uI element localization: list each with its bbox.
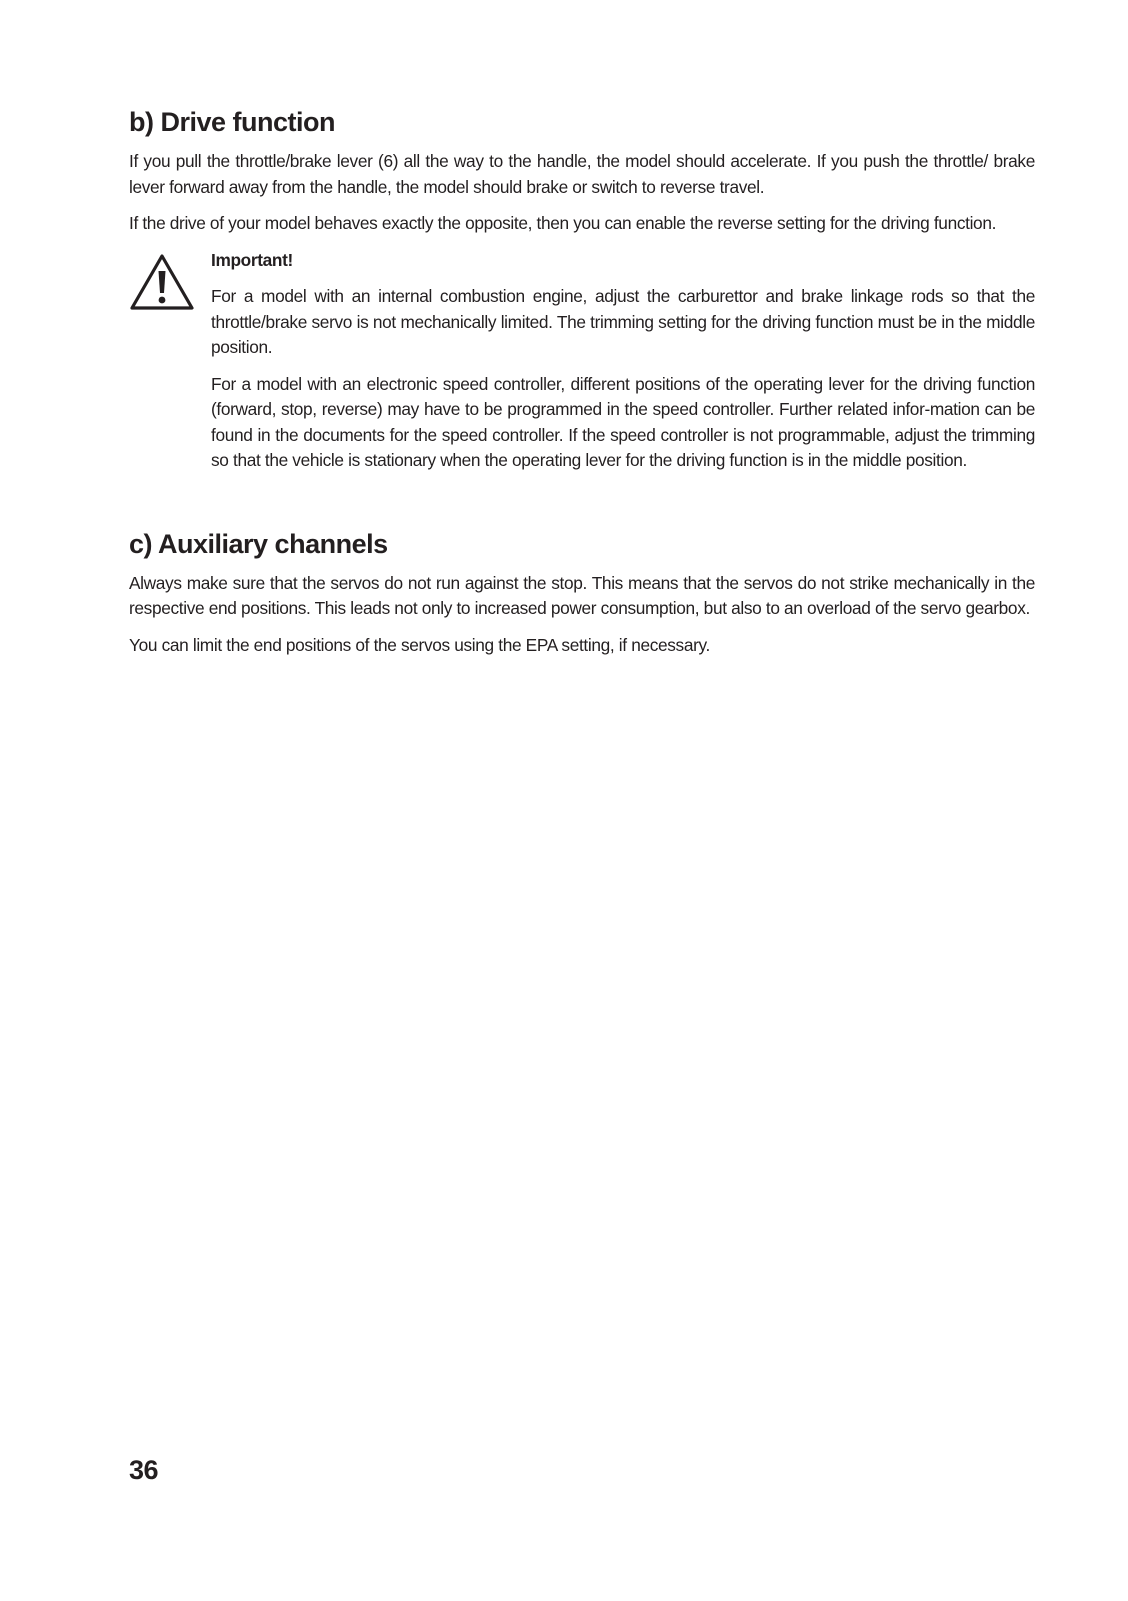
drive-paragraph-1: If you pull the throttle/brake lever (6) all the way to the handle, the model should accelerate. If you push the throttle/ brake lever forward away from the handle, the model should brake or switch to reverse travel. <box>129 151 1035 197</box>
drive-paragraph-2: If the drive of your model behaves exactly the opposite, then you can enable the reverse setting for the driving function. <box>129 213 997 233</box>
important-notice <box>129 248 1035 485</box>
auxiliary-paragraph-2: You can limit the end positions of the servos using the EPA setting, if necessary. <box>129 634 710 655</box>
auxiliary-paragraph-1: Always make sure that the servos do not run against the stop. This means that the servos do not strike mechanically in the respective end positions. This leads not only to increased power consumption, but also to an overload of the servo gearbox. <box>129 572 1035 618</box>
section-heading-auxiliary-channels: c) Auxiliary channels <box>129 528 388 559</box>
warning-triangle-icon <box>129 248 211 485</box>
notice-paragraph-1: For a model with an internal combustion engine, adjust the carburettor and brake linkage rods so that the throttle/brake servo is not mechanically limited. The trimming setting for the driving function must be in the middle position. <box>211 286 1035 357</box>
section-heading-drive-function: b) Drive function <box>129 107 335 137</box>
section-drive-function <box>129 105 1035 485</box>
page-content <box>129 105 1035 669</box>
notice-paragraph-2: For a model with an electronic speed controller, different positions of the operating lever for the driving function (forward, stop, reverse) may have to be programmed in the speed controller. Further related infor-mation can be found in the documents for the speed controller. If the speed controller is not programmable, adjust the trimming so that the vehicle is stationary when the operating lever for the driving function is in the middle position. <box>211 373 1035 470</box>
notice-heading: Important! <box>211 249 293 270</box>
notice-body <box>211 248 1035 485</box>
section-auxiliary-channels <box>129 527 1035 659</box>
page-number: 36 <box>129 1455 159 1485</box>
